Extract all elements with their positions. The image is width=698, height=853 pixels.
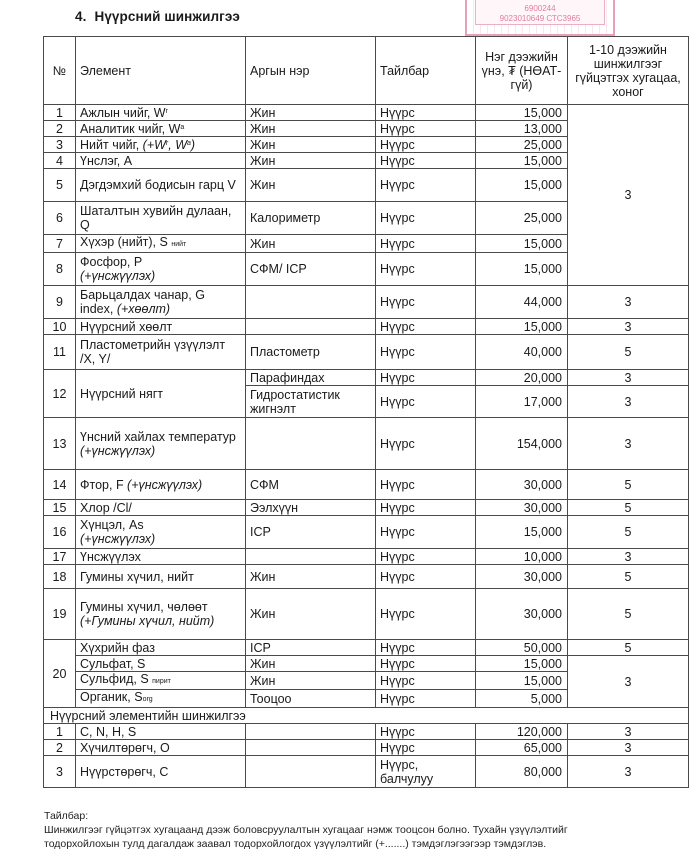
official-stamp [465,0,615,36]
row-method: Жин [246,153,376,169]
row-price: 15,000 [476,319,568,335]
row-remark: Нүүрс [376,137,476,153]
row-price: 13,000 [476,121,568,137]
footnote-line-1: Шинжилгээг гүйцэтгэх хугацаанд дээж боловсруулалтын хугацааг нэмж тооцсон болно. Тухайн үзүүлэлтийг [44,824,568,836]
element-sup: r [165,108,168,115]
row-price: 30,000 [476,589,568,640]
section-heading [75,9,240,24]
row-method: Гидростатистик жигнэлт [246,386,376,418]
row-price: 120,000 [476,724,568,740]
row-method [246,286,376,319]
row-element [76,253,246,286]
row-method: Пластометр [246,335,376,370]
row-days: 5 [568,470,689,500]
element-italic: (+хөөлт) [116,302,171,316]
element-italic: (+үнсжүүлэх) [80,532,156,546]
row-no: 3 [44,137,76,153]
row-days: 3 [568,105,689,286]
row-days: 3 [568,724,689,740]
row-no: 19 [44,589,76,640]
table-row [44,549,689,565]
row-remark: Нүүрс [376,286,476,319]
row-days: 3 [568,740,689,756]
table-row [44,656,689,672]
table-row [44,286,689,319]
element-text: Хүнцэл, As [80,518,144,532]
element-sub: пирит [152,678,171,685]
element-italic-text: , W [168,138,188,152]
row-remark: Нүүрс [376,690,476,708]
row-price: 10,000 [476,549,568,565]
row-days: 3 [568,656,689,708]
row-no: 15 [44,500,76,516]
table-row [44,740,689,756]
row-days: 3 [568,286,689,319]
element-sub: org [142,696,153,703]
element-text: Сульфид, S [80,672,153,686]
row-price: 25,000 [476,137,568,153]
row-remark: Нүүрс [376,121,476,137]
header-remark: Тайлбар [376,37,476,105]
row-days: 5 [568,640,689,656]
row-no: 11 [44,335,76,370]
row-days: 3 [568,418,689,470]
table-row [44,319,689,335]
row-element: C, N, H, S [76,724,246,740]
table-row [44,756,689,788]
row-price: 80,000 [476,756,568,788]
row-no: 16 [44,516,76,549]
table-row [44,640,689,656]
row-price: 15,000 [476,253,568,286]
row-days: 5 [568,516,689,549]
row-no: 9 [44,286,76,319]
row-no: 14 [44,470,76,500]
row-method: Жин [246,105,376,121]
row-days: 3 [568,370,689,386]
row-remark: Нүүрс [376,319,476,335]
row-element [76,105,246,121]
row-remark: Нүүрс [376,724,476,740]
row-price: 44,000 [476,286,568,319]
element-text: Органик, S [80,690,143,704]
row-no: 4 [44,153,76,169]
row-remark: Нүүрс [376,202,476,235]
row-price: 15,000 [476,235,568,253]
row-remark: Нүүрс [376,386,476,418]
stamp-inner [475,0,605,25]
row-price: 30,000 [476,500,568,516]
element-sup: a [180,124,185,131]
element-italic-text: (+W [142,138,166,152]
row-no: 1 [44,105,76,121]
row-no: 3 [44,756,76,788]
element-italic: (+үнсжүүлэх) [80,443,156,458]
row-remark: Нүүрс [376,640,476,656]
row-method: Жин [246,656,376,672]
row-element [76,418,246,470]
element-italic: (+үнсжүүлэх) [127,477,203,492]
row-element: Гумины хүчил, нийт [76,565,246,589]
element-text: Фтор, F [80,477,128,492]
header-no: № [44,37,76,105]
row-price: 30,000 [476,470,568,500]
row-element: Хүчилтөрөгч, O [76,740,246,756]
header-element: Элемент [76,37,246,105]
row-remark: Нүүрс [376,500,476,516]
row-element: Үнсжүүлэх [76,549,246,565]
table-row [44,565,689,589]
row-price: 15,000 [476,169,568,202]
table-row [44,516,689,549]
row-no: 8 [44,253,76,286]
element-text: Гумины хүчил, чөлөөт [80,600,208,614]
row-element [76,235,246,253]
row-method [246,418,376,470]
row-element: Шаталтын хувийн дулаан, Q [76,202,246,235]
table-row [44,418,689,470]
table-row [44,500,689,516]
row-no: 10 [44,319,76,335]
row-element [76,137,246,153]
row-method: Тооцоо [246,690,376,708]
row-days: 5 [568,335,689,370]
row-element [76,690,246,708]
row-no: 2 [44,740,76,756]
table-row [44,470,689,500]
table-row [44,370,689,386]
row-method: Жин [246,235,376,253]
row-method: ICP [246,516,376,549]
row-element: Хүхрийн фаз [76,640,246,656]
header-method: Аргын нэр [246,37,376,105]
row-element: Нүүрсний хөөлт [76,319,246,335]
row-element: Нүүрстөрөгч, C [76,756,246,788]
row-no: 18 [44,565,76,589]
row-method [246,740,376,756]
row-method: Парафиндах [246,370,376,386]
row-remark: Нүүрс [376,370,476,386]
row-days: 3 [568,319,689,335]
row-price: 15,000 [476,672,568,690]
row-no: 12 [44,370,76,418]
row-method: Жин [246,169,376,202]
row-price: 20,000 [476,370,568,386]
element-sup: r [165,140,169,147]
row-element: Дэгдэмхий бодисын гарц V [76,169,246,202]
row-remark: Нүүрс [376,549,476,565]
row-days: 3 [568,386,689,418]
element-text: Нийт чийг, [80,138,143,152]
footnote-line-2: тодорхойлохын тулд дагалдаж заавал тодорхойлогдох үзүүлэлтийг (+.......) тэмдэглэгээгээр тэмдэглэв. [44,838,547,850]
row-remark: Нүүрс [376,253,476,286]
table-row [44,589,689,640]
row-element [76,470,246,500]
row-remark: Нүүрс [376,740,476,756]
row-no: 20 [44,640,76,708]
row-price: 40,000 [476,335,568,370]
header-days: 1-10 дээжийн шинжилгээг гүйцэтгэх хугацаа, хоног [568,37,689,105]
element-sup: a [187,140,191,147]
row-method [246,319,376,335]
row-price: 15,000 [476,516,568,549]
row-price: 25,000 [476,202,568,235]
row-days: 5 [568,565,689,589]
row-method [246,724,376,740]
element-sub: нийт [171,241,187,248]
row-element [76,589,246,640]
row-no: 2 [44,121,76,137]
row-method: Ээлхүүн [246,500,376,516]
header-price: Нэг дээжийн үнэ, ₮ (НӨАТ-гүй) [476,37,568,105]
row-price: 15,000 [476,105,568,121]
row-method: Калориметр [246,202,376,235]
footnote [44,809,694,851]
row-remark: Нүүрс [376,516,476,549]
row-element [76,516,246,549]
row-price: 17,000 [476,386,568,418]
element-italic: (+Гумины хүчил, нийт) [80,614,215,628]
element-text: Үнсний хайлах температур [80,429,236,444]
row-remark: Нүүрс [376,153,476,169]
row-element: Сульфат, S [76,656,246,672]
element-text: Ажлын чийг, W [80,106,166,120]
element-italic: (+үнсжүүлэх) [80,269,156,283]
element-italic-text: ) [190,138,196,152]
row-price: 15,000 [476,656,568,672]
row-method: Жин [246,137,376,153]
row-no: 5 [44,169,76,202]
coal-analysis-table [43,36,689,788]
row-remark: Нүүрс [376,105,476,121]
row-method [246,756,376,788]
row-remark: Нүүрс [376,589,476,640]
section-title: Нүүрсний шинжилгээ [94,9,240,24]
table-row [44,335,689,370]
row-days: 3 [568,549,689,565]
row-remark: Нүүрс [376,470,476,500]
row-remark: Нүүрс [376,418,476,470]
element-text: Аналитик чийг, W [80,122,181,136]
row-days: 5 [568,500,689,516]
row-remark: Нүүрс [376,235,476,253]
row-price: 154,000 [476,418,568,470]
row-method: Жин [246,121,376,137]
section-header-row [44,708,689,724]
stamp-line-2: 9023010649 СТС3965 [499,14,581,23]
row-remark: Нүүрс [376,169,476,202]
row-element: Пластометрийн үзүүлэлт /X, Y/ [76,335,246,370]
row-element: Нүүрсний нягт [76,370,246,418]
row-remark: Нүүрс [376,672,476,690]
table-row [44,724,689,740]
row-remark: Нүүрс [376,335,476,370]
table-header-row [44,37,689,105]
row-element: Хлор /Cl/ [76,500,246,516]
element-italic [143,138,195,152]
row-no: 6 [44,202,76,235]
row-element [76,672,246,690]
row-method: ICP [246,640,376,656]
section-number: 4. [75,9,87,24]
row-method: Жин [246,565,376,589]
row-remark: Нүүрс [376,565,476,589]
row-method: Жин [246,672,376,690]
row-element: Үнслэг, A [76,153,246,169]
section2-title: Нүүрсний элементийн шинжилгээ [44,708,689,724]
row-method: СФМ [246,470,376,500]
row-price: 5,000 [476,690,568,708]
row-method: СФМ/ ICP [246,253,376,286]
element-text: Хүхэр (нийт), S [80,235,172,249]
footnote-label: Тайлбар: [44,810,89,822]
element-text: Фосфор, P [80,255,143,269]
row-price: 30,000 [476,565,568,589]
row-remark: Нүүрс [376,656,476,672]
element-text: Барьцалдах чанар, G index, [80,288,205,316]
row-element [76,286,246,319]
stamp-line-1: 6900244 [524,4,556,13]
row-no: 17 [44,549,76,565]
row-no: 13 [44,418,76,470]
row-no: 1 [44,724,76,740]
row-price: 50,000 [476,640,568,656]
table-row [44,105,689,121]
row-method [246,549,376,565]
row-element [76,121,246,137]
row-no: 7 [44,235,76,253]
row-method: Жин [246,589,376,640]
row-remark: Нүүрс, балчулуу [376,756,476,788]
row-price: 15,000 [476,153,568,169]
row-price: 65,000 [476,740,568,756]
row-days: 5 [568,589,689,640]
row-days: 3 [568,756,689,788]
